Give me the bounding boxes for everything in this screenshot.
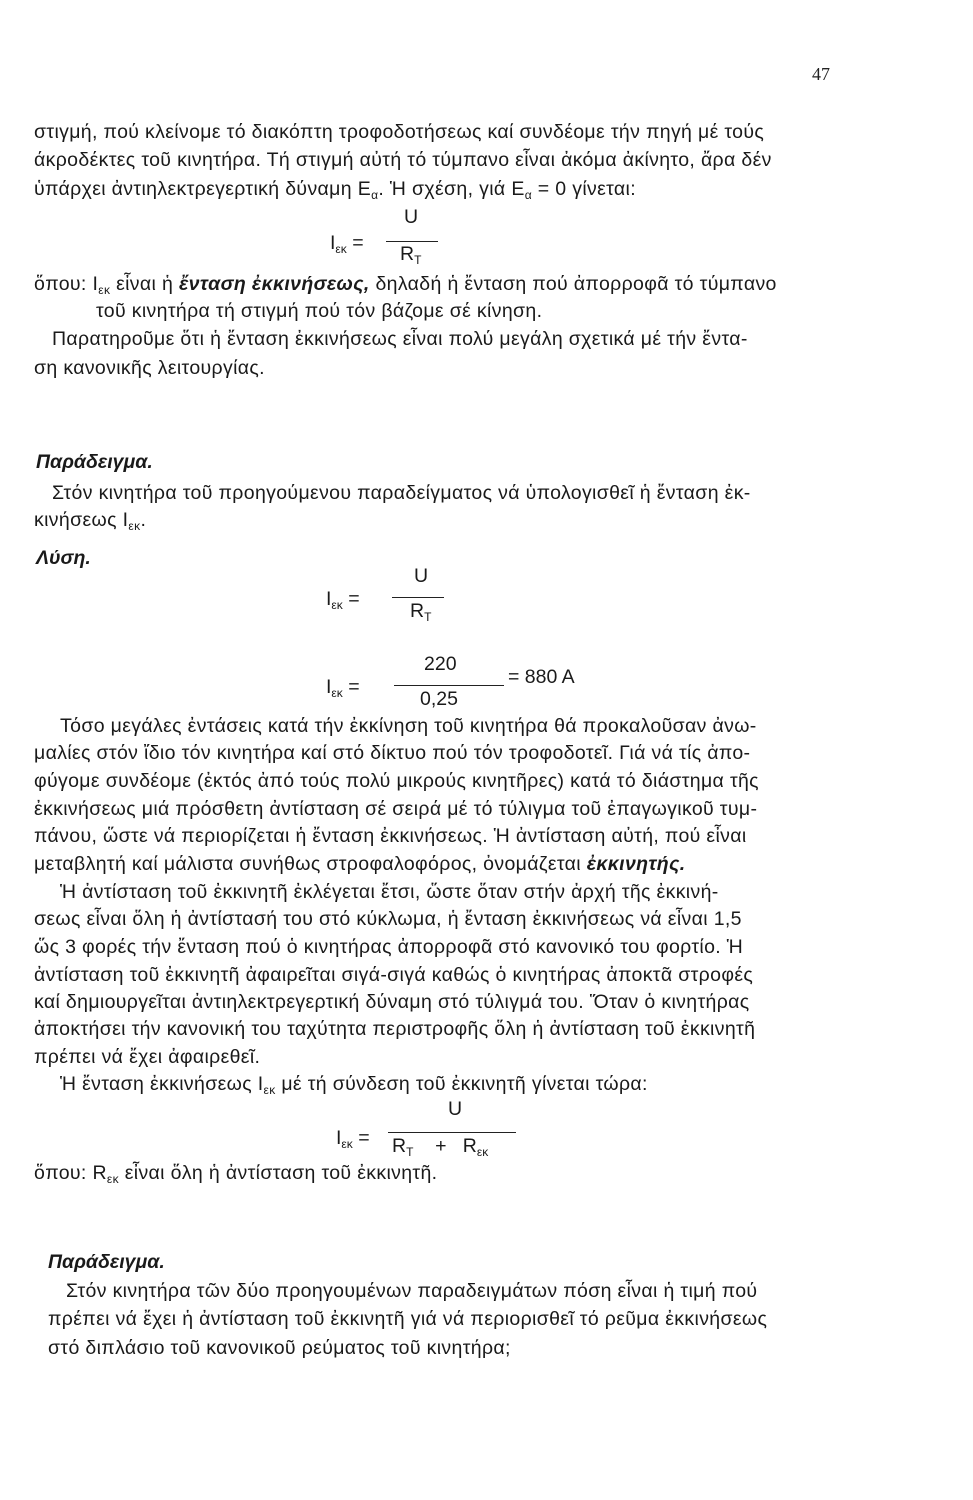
formula-result: = 880 A bbox=[508, 666, 575, 688]
text-line: καί δημιουργεῖται ἀντιηλεκτρεγερτική δύναμη στό τύλιγμά του. Ὅταν ὁ κινητήρας bbox=[34, 991, 750, 1013]
text-line: ἐκκινήσεως μιά πρόσθετη ἀντίσταση σέ σειρά μέ τό τύλιγμα τοῦ ἐπαγωγικοῦ τυμ- bbox=[34, 798, 758, 820]
fraction-bar bbox=[392, 597, 444, 598]
text-line: σεως εἶναι ὅλη ἡ ἀντίστασή του στό κύκλωμα, ἡ ἔνταση ἐκκινήσεως νά εἶναι 1,5 bbox=[34, 908, 742, 930]
formula-denominator: 0,25 bbox=[420, 688, 458, 710]
text-line: τοῦ κινητήρα τή στιγμή πού τόν βάζομε σέ κίνηση. bbox=[96, 300, 543, 322]
text-line: στιγμή, πού κλείνομε τό διακόπτη τροφοδοτήσεως καί συνδέομε τήν πηγή μέ τούς bbox=[34, 121, 765, 143]
text-line: Παρατηροῦμε ὅτι ἡ ἔνταση ἐκκινήσεως εἶναι πολύ μεγάλη σχετικά μέ τήν ἔντα- bbox=[52, 328, 748, 350]
text-line: μαλίες στόν ἴδιο τόν κινητήρα καί στό δίκτυο πού τόν τροφοδοτεῖ. Γιά νά τίς ἀπο- bbox=[34, 742, 751, 764]
text-line: Ἡ ἀντίσταση τοῦ ἐκκινητῆ ἐκλέγεται ἔτσι, ὥστε ὅταν στήν ἀρχή τῆς ἐκκινή- bbox=[60, 881, 719, 903]
fraction-bar bbox=[386, 241, 438, 242]
text-line: φύγομε συνδέομε (ἐκτός ἀπό τούς πολύ μικρούς κινητῆρες) κατά τό διάστημα τῆς bbox=[34, 770, 759, 792]
text-line: ὅπου: $R_{\varepsilon\kappa}$ εἶναι ὅλη ἡ ἀντίσταση τοῦ ἐκκινητῆ. bbox=[34, 1162, 438, 1186]
text-line: πρέπει νά ἔχει ἀφαιρεθεῖ. bbox=[34, 1046, 261, 1068]
formula-denominator: $R_T$ + $R_{\varepsilon\kappa}$ bbox=[392, 1135, 489, 1159]
definition-line: ὅπου: $I_{\varepsilon\kappa}$ εἶναι ἡ ἔνταση ἐκκινήσεως, δηλαδή ἡ ἔνταση πού ἀπορροφᾶ τό τύμπανο bbox=[34, 273, 777, 297]
formula-numerator: U bbox=[404, 206, 419, 228]
text-line: Ἡ ἔνταση ἐκκινήσεως $I_{\varepsilon\kappa}$ μέ τή σύνδεση τοῦ ἐκκινητῆ γίνεται τώρα: bbox=[60, 1073, 648, 1097]
text-line: ὥς 3 φορές τήν ἔνταση πού ὁ κινητήρας ἀπορροφᾶ στό κανονικό του φορτίο. Ἡ bbox=[34, 936, 744, 958]
page-number: 47 bbox=[812, 64, 830, 84]
fraction-bar bbox=[394, 685, 504, 686]
text-line: ὑπάρχει ἀντιηλεκτρεγερτική δύναμη $E_\alpha$. Ἡ σχέση, γιά $E_\alpha = 0$ γίνεται: bbox=[34, 178, 636, 202]
text-line: πάνου, ὥστε νά περιορίζεται ἡ ἔνταση ἐκκινήσεως. Ἡ ἀντίσταση αὐτή, πού εἶναι bbox=[34, 825, 747, 847]
text-line: Στόν κινητήρα τοῦ προηγούμενου παραδείγματος νά ὑπολογισθεῖ ἡ ἔνταση ἐκ- bbox=[52, 482, 751, 504]
example-heading: Παράδειγμα. bbox=[36, 451, 153, 473]
formula-numerator: U bbox=[448, 1098, 463, 1120]
formula-lhs: $I_{\varepsilon\kappa}$ = bbox=[326, 676, 360, 700]
formula-lhs: $I_{\varepsilon\kappa}$ = bbox=[330, 232, 364, 256]
text-line: Στόν κινητήρα τῶν δύο προηγουμένων παραδειγμάτων πόση εἶναι ἡ τιμή πού bbox=[66, 1280, 758, 1302]
text-line: ση κανονικῆς λειτουργίας. bbox=[34, 357, 265, 379]
text-line: μεταβλητή καί μάλιστα συνήθως στροφαλοφόρος, ὀνομάζεται ἐκκινητής. bbox=[34, 853, 686, 875]
formula-denominator: $R_T$ bbox=[400, 243, 422, 267]
formula-numerator: U bbox=[414, 565, 429, 587]
text-line: πρέπει νά ἔχει ἡ ἀντίσταση τοῦ ἐκκινητῆ γιά νά περιορισθεῖ τό ρεῦμα ἐκκινήσεως bbox=[48, 1308, 768, 1330]
fraction-bar bbox=[388, 1132, 516, 1133]
text-line: Τόσο μεγάλες ἐντάσεις κατά τήν ἐκκίνηση τοῦ κινητήρα θά προκαλοῦσαν ἀνω- bbox=[60, 715, 757, 737]
solution-heading: Λύση. bbox=[36, 547, 91, 569]
text-line: ἀντίσταση τοῦ ἐκκινητῆ ἀφαιρεῖται σιγά-σιγά καθώς ὁ κινητήρας ἀποκτᾶ στροφές bbox=[34, 964, 754, 986]
formula-denominator: $R_T$ bbox=[410, 600, 432, 624]
text-line: άκροδέκτες τοῦ κινητήρα. Τή στιγμή αὐτή τό τύμπανο εἶναι ἀκόμα ἀκίνητο, ἄρα δέν bbox=[34, 149, 772, 171]
text-line: στό διπλάσιο τοῦ κανονικοῦ ρεύματος τοῦ κινητήρα; bbox=[48, 1337, 511, 1359]
formula-numerator: 220 bbox=[424, 653, 457, 675]
formula-lhs: $I_{\varepsilon\kappa}$ = bbox=[326, 588, 360, 612]
text-line: κινήσεως $I_{\varepsilon\kappa}$. bbox=[34, 509, 147, 533]
example-heading: Παράδειγμα. bbox=[48, 1251, 165, 1273]
formula-lhs: $I_{\varepsilon\kappa}$ = bbox=[336, 1127, 370, 1151]
text-line: ἀποκτήσει τήν κανονική του ταχύτητα περιστροφῆς ὅλη ἡ ἀντίσταση τοῦ ἐκκινητῆ bbox=[34, 1018, 756, 1040]
